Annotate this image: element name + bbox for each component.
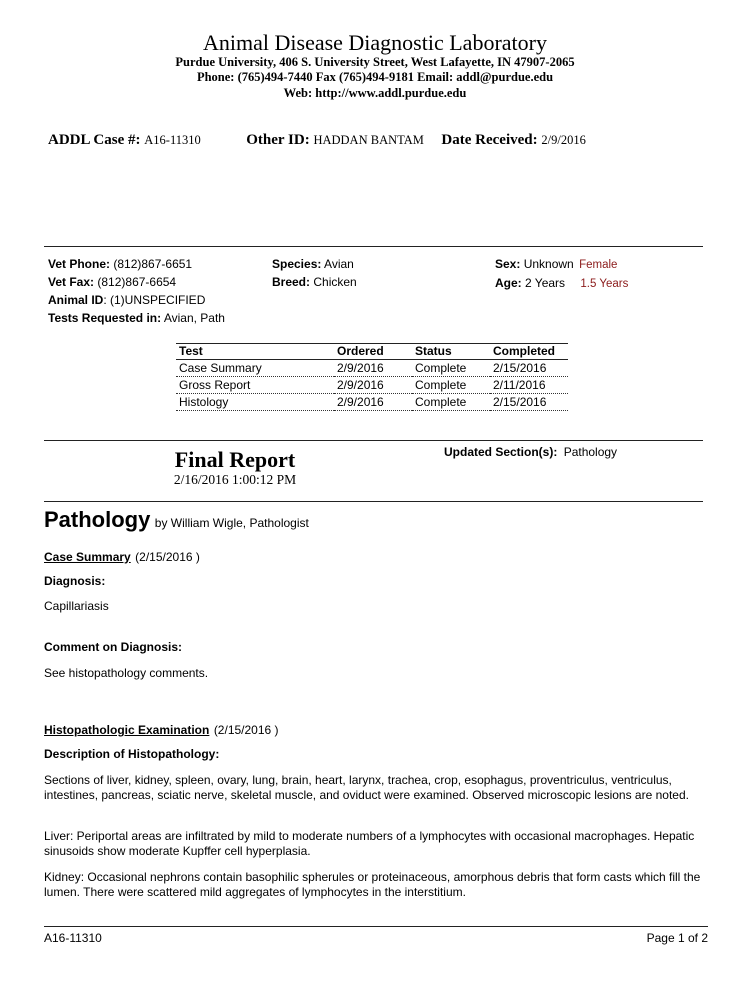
divider (44, 440, 703, 441)
tests-table (176, 343, 568, 411)
date-received-label: Date Received: (441, 132, 538, 148)
table-row (176, 394, 568, 411)
histo-desc-label: Description of Histopathology: (44, 747, 220, 761)
species-info (272, 255, 357, 291)
table-row (176, 377, 568, 394)
vet-info (48, 255, 225, 327)
case-number-value: A16-11310 (144, 133, 201, 147)
cell-status: Complete (412, 394, 490, 411)
lab-web: Web: http://www.addl.purdue.edu (283, 86, 467, 100)
vet-fax (48, 273, 225, 291)
lab-name: Animal Disease Diagnostic Laboratory (203, 30, 547, 55)
vet-fax-label: Vet Fax: (48, 275, 95, 289)
histo-heading (44, 721, 279, 739)
age-value: 2 Years (525, 276, 566, 290)
breed (272, 273, 357, 291)
histo-exam-date: (2/15/2016 ) (213, 723, 279, 737)
sex (495, 255, 628, 274)
col-completed: Completed (490, 344, 568, 360)
sex-age-info (495, 255, 628, 293)
footer-case-id: A16-11310 (44, 931, 102, 945)
date-received-value: 2/9/2016 (541, 133, 586, 147)
divider (44, 501, 703, 502)
cell-test: Case Summary (176, 360, 334, 377)
species-value: Avian (324, 257, 354, 271)
vet-fax-value: (812)867-6654 (97, 275, 177, 289)
cell-completed: 2/15/2016 (490, 360, 568, 377)
footer-divider (44, 926, 708, 927)
sex-alt-value: Female (579, 259, 618, 271)
divider (44, 246, 703, 247)
age-label: Age: (495, 276, 522, 290)
cell-status: Complete (412, 360, 490, 377)
tests-requested-label: Tests Requested in: (48, 311, 162, 325)
footer-page-number: Page 1 of 2 (646, 931, 708, 945)
vet-phone-value: (812)867-6651 (113, 257, 193, 271)
other-id-label: Other ID: (246, 132, 310, 148)
comment-label: Comment on Diagnosis: (44, 640, 183, 654)
cell-completed: 2/11/2016 (490, 377, 568, 394)
breed-value: Chicken (313, 275, 357, 289)
histo-paragraph-kidney: Kidney: Occasional nephrons contain basophilic spherules or proteinaceous, amorphous debris that form casts which fill the lumen. There were scattered mild aggregates of lymphocytes in the interstitium. (44, 870, 701, 899)
tests-requested-value: Avian, Path (163, 311, 225, 325)
histo-exam-link[interactable]: Histopathologic Examination (44, 723, 210, 737)
col-ordered: Ordered (334, 344, 412, 360)
col-status: Status (412, 344, 490, 360)
animal-id-value: : (1)UNSPECIFIED (103, 293, 206, 307)
histo-paragraph-sections: Sections of liver, kidney, spleen, ovary, lung, brain, heart, larynx, trachea, crop, esophagus, proventriculus, ventriculus, intestines, pancreas, sciatic nerve, skeletal muscle, and oviduct were examined. Observed microscopic lesions are noted. (44, 773, 689, 802)
species (272, 255, 357, 273)
lab-address: Purdue University, 406 S. University Street, West Lafayette, IN 47907-2065 (175, 55, 575, 69)
histo-paragraph-liver: Liver: Periportal areas are infiltrated by mild to moderate numbers of a lymphocytes with occasional macrophages. Hepatic sinusoids show moderate Kupffer cell hyperplasia. (44, 829, 695, 858)
breed-label: Breed: (272, 275, 311, 289)
animal-id-label: Animal ID (48, 293, 104, 307)
case-summary-date: (2/15/2016 ) (135, 550, 200, 564)
pathology-heading (44, 507, 309, 533)
diagnosis-value: Capillariasis (44, 599, 109, 613)
tests-table-header (176, 344, 568, 360)
tests-requested (48, 309, 225, 327)
age (495, 274, 628, 293)
updated-sections (444, 445, 617, 459)
age-alt-value: 1.5 Years (580, 278, 629, 290)
cell-test: Gross Report (176, 377, 334, 394)
cell-ordered: 2/9/2016 (334, 394, 412, 411)
updated-sections-value: Pathology (563, 445, 618, 459)
case-info-row (48, 132, 586, 149)
vet-phone (48, 255, 225, 273)
case-summary-link[interactable]: Case Summary (44, 550, 131, 564)
cell-test: Histology (176, 394, 334, 411)
comment-value: See histopathology comments. (44, 666, 209, 680)
report-datetime: 2/16/2016 1:00:12 PM (173, 472, 297, 487)
animal-id (48, 291, 225, 309)
species-label: Species: (272, 257, 322, 271)
cell-ordered: 2/9/2016 (334, 377, 412, 394)
case-summary-heading (44, 548, 200, 566)
col-test: Test (176, 344, 334, 360)
lab-contact: Phone: (765)494-7440 Fax (765)494-9181 Email: addl@purdue.edu (196, 70, 554, 84)
sex-value: Unknown (523, 257, 574, 271)
sex-label: Sex: (495, 257, 521, 271)
updated-sections-label: Updated Section(s): (444, 445, 558, 459)
other-id-value: HADDAN BANTAM (313, 133, 424, 147)
diagnosis-label: Diagnosis: (44, 574, 106, 588)
pathology-title: Pathology (44, 507, 151, 532)
case-number-label: ADDL Case #: (48, 132, 141, 148)
report-title: Final Report (174, 447, 296, 472)
table-row (176, 360, 568, 377)
cell-ordered: 2/9/2016 (334, 360, 412, 377)
cell-status: Complete (412, 377, 490, 394)
vet-phone-label: Vet Phone: (48, 257, 111, 271)
cell-completed: 2/15/2016 (490, 394, 568, 411)
pathologist-byline: by William Wigle, Pathologist (154, 516, 309, 530)
